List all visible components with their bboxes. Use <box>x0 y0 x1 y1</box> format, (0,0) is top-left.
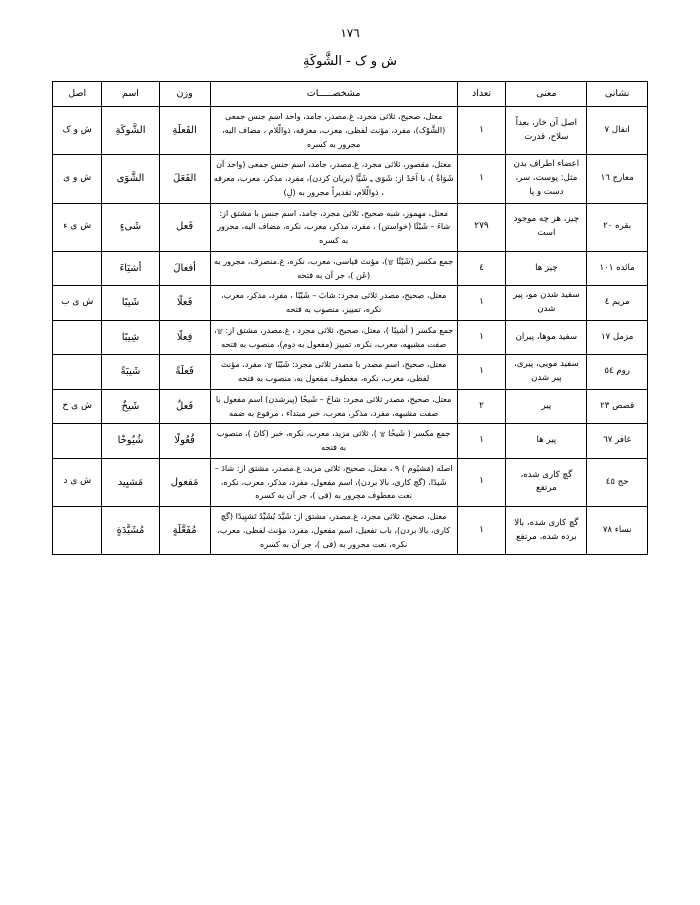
cell-vazn: فَعلٌ <box>159 389 210 424</box>
page-number: ١٧٦ <box>340 26 360 40</box>
cell-mana: پیر ها <box>506 424 587 459</box>
cell-tedad: ١ <box>457 320 506 355</box>
cell-esm: شَیءٍ <box>102 203 159 251</box>
cell-mana: سفید شدن مو، پیر شدن <box>506 286 587 321</box>
cell-mana: گچ کاری شده، مرتفع <box>506 458 587 506</box>
cell-tedad: ١ <box>457 286 506 321</box>
cell-asl: ش ى ب <box>53 286 102 321</box>
cell-neshani: غافر ٦٧ <box>587 424 648 459</box>
cell-neshani: نساء ٧٨ <box>587 507 648 555</box>
table-row <box>53 155 648 203</box>
cell-esm: شَیخٌ <box>102 389 159 424</box>
header-tedad: تعداد <box>457 82 506 107</box>
lexicon-table <box>52 81 648 555</box>
cell-mana: چیز ها <box>506 251 587 286</box>
cell-moshakhasat: معتل، مقصور، ثلاثی مجرد، غ.مصدر، جامد، اسم جنس جمعی (واحد آن شَوَاةٌ )، با اَحَدُ از: شَوَى ـِ شَیًّا (بریان کردن)، مفرد، مذکر، معرب، معرفه ، ذوالّلام، تقدیراً مجرور به (لِ) <box>210 155 457 203</box>
cell-neshani: حج ٤٥ <box>587 458 648 506</box>
cell-neshani: قصص ٢٣ <box>587 389 648 424</box>
cell-esm: شَیبًا <box>102 286 159 321</box>
cell-neshani: انفال ٧ <box>587 107 648 155</box>
cell-tedad: ١ <box>457 424 506 459</box>
cell-asl: ش ى د <box>53 458 102 506</box>
header-neshani: نشانی <box>587 82 648 107</box>
cell-mana: سفید مویی، پیری، پیر شدن <box>506 355 587 390</box>
cell-asl: ش و ک <box>53 107 102 155</box>
table-row <box>53 458 648 506</box>
cell-asl <box>53 355 102 390</box>
cell-moshakhasat: معتل، صحیح، اسم مصدر با مصدر ثلاثی مجرد: شَیْبًا ۩، مفرد، مؤنث لفظی، معرب، نکره، معطوف مفعول به، منصوب به فتحه <box>210 355 457 390</box>
header-mana: معنی <box>506 82 587 107</box>
cell-esm: مُشَیَّدَةٍ <box>102 507 159 555</box>
cell-vazn: فَعلَةً <box>159 355 210 390</box>
cell-mana: پیر <box>506 389 587 424</box>
cell-vazn: فِعلًا <box>159 320 210 355</box>
cell-vazn: الفَعَلَ <box>159 155 210 203</box>
cell-vazn: الفَعلَةِ <box>159 107 210 155</box>
cell-mana: سفید موها، پیران <box>506 320 587 355</box>
cell-tedad: ١ <box>457 458 506 506</box>
cell-asl: ش ى خ <box>53 389 102 424</box>
cell-moshakhasat: معتل، صحیح، مصدر ثلاثی مجرد: شابَ – شَیْبًا ، مفرد، مذکر، معرب، نکره، تمییز، منصوب به فتحه <box>210 286 457 321</box>
cell-esm: شَیبَةً <box>102 355 159 390</box>
table-body <box>53 107 648 555</box>
table-row <box>53 320 648 355</box>
cell-tedad: ٢٧٩ <box>457 203 506 251</box>
cell-moshakhasat: معتل، مهموز، شبه صحیح، ثلاثی مجرد، جامد، اسم جنس با مشتق از: شاءَ – شَیْئًا (خواستن) ، مفرد، مذکر، معرب، نکره، مضاف الیه، مجرور به کسره <box>210 203 457 251</box>
header-esm: اسم <box>102 82 159 107</box>
cell-neshani: مریم ٤ <box>587 286 648 321</box>
cell-vazn: فُعُولًا <box>159 424 210 459</box>
cell-tedad: ٢ <box>457 389 506 424</box>
cell-moshakhasat: معتل، صحیح، ثلاثی مجرد، غ.مصدر، جامد، واحد اسم جنس جمعی (الشَّوْک)، مفرد، مؤنث لفظی، معرب، معرفه، ذوالّلام ، مضاف الیه، مجرور به کسره <box>210 107 457 155</box>
table-row <box>53 507 648 555</box>
cell-vazn: مُفَعَّلَةٍ <box>159 507 210 555</box>
cell-moshakhasat: جمع مکسر ( أشیبًا )، معتل، صحیح، ثلاثی مجرد ، غ.مصدر، مشتق از: ۩، صفت مشبهه، معرب، نکره، تمییز (مفعول به دوم)، منصوب به فتحه <box>210 320 457 355</box>
cell-esm: شِیبًا <box>102 320 159 355</box>
cell-neshani: معارج ١٦ <box>587 155 648 203</box>
cell-mana: اعضاء اطراف بدن مثل: پوست، سر، دست و پا <box>506 155 587 203</box>
cell-moshakhasat: معتل، صحیح، مصدر ثلاثی مجرد: شاخَ – شَیخًا (پیرشدن) اسم مفعول با صفت مشبهه، مفرد، مذکر، معرب، خبر مبتداء ، مرفوع به ضمه <box>210 389 457 424</box>
cell-esm: مَشیِید <box>102 458 159 506</box>
cell-moshakhasat: معتل، صحیح، ثلاثی مجرد، غ.مصدر، مشتق از: شَیَّدَ یُشَیِّدُ تَشیِیدًا (گچ کاری، بالا بردن)، باب تفعیل، اسم مفعول، مفرد، مؤنث لفظی، معرب، نکره، نعت مجرور به (فى )، جر آن به کسره <box>210 507 457 555</box>
table-row <box>53 286 648 321</box>
cell-moshakhasat: جمع مکسر ( شَیخًا ۩ )، ثلاثی مزید، معرب، نکره، خبر (كانَ )، منصوب به فتحه <box>210 424 457 459</box>
cell-mana: اصل آن خار، بعداً سلاح، قدرت <box>506 107 587 155</box>
cell-neshani: مزمل ١٧ <box>587 320 648 355</box>
cell-esm: الشَّوكَةِ <box>102 107 159 155</box>
cell-vazn: فَعلًا <box>159 286 210 321</box>
cell-esm: أشیَاءَ <box>102 251 159 286</box>
table-row <box>53 389 648 424</box>
cell-esm: الشَّوَى <box>102 155 159 203</box>
table-row <box>53 107 648 155</box>
cell-vazn: فَعل <box>159 203 210 251</box>
cell-asl <box>53 424 102 459</box>
cell-moshakhasat: اصله (مَشیُوم ) ۹ ، معتل، صحیح، ثلاثی مزید، غ.مصدر، مشتق از: شادَ – شَیدًا، (گچ کاری، بالا بردن)، اسم مفعول، مفرد، مذکر، معرب، نکره، نعت معطوف مجرور به (فى )، جر آن به کسره <box>210 458 457 506</box>
cell-tedad: ١ <box>457 355 506 390</box>
table-row <box>53 355 648 390</box>
header-asl: اصل <box>53 82 102 107</box>
header-moshakhasat: مشخصـــــات <box>210 82 457 107</box>
cell-vazn: أفعالَ <box>159 251 210 286</box>
cell-asl <box>53 320 102 355</box>
cell-moshakhasat: جمع مکسر (شَیْئًا ۩)، مؤنث قیاسی، معرب، نکره، غ.منصرف، مجرور به (عَن )، جر آن به فتحه <box>210 251 457 286</box>
cell-tedad: ٤ <box>457 251 506 286</box>
cell-esm: شُیُوخًا <box>102 424 159 459</box>
cell-neshani: روم ٥٤ <box>587 355 648 390</box>
table-row <box>53 424 648 459</box>
cell-asl: ش و ى <box>53 155 102 203</box>
table-row <box>53 251 648 286</box>
cell-mana: چیز، هر چه موجود است <box>506 203 587 251</box>
cell-tedad: ١ <box>457 507 506 555</box>
table-header-row <box>53 82 648 107</box>
header-vazn: وزن <box>159 82 210 107</box>
cell-vazn: مَفعول <box>159 458 210 506</box>
table-row <box>53 203 648 251</box>
cell-mana: گچ کاری شده، بالا برده شده، مرتفع <box>506 507 587 555</box>
cell-tedad: ١ <box>457 155 506 203</box>
cell-asl: ش ى ء <box>53 203 102 251</box>
cell-neshani: بقره ٢٠ <box>587 203 648 251</box>
cell-neshani: مائده ١٠١ <box>587 251 648 286</box>
cell-tedad: ١ <box>457 107 506 155</box>
cell-asl <box>53 507 102 555</box>
page-title: ش و ک - الشَّوكَةِ <box>302 54 398 69</box>
cell-asl <box>53 251 102 286</box>
